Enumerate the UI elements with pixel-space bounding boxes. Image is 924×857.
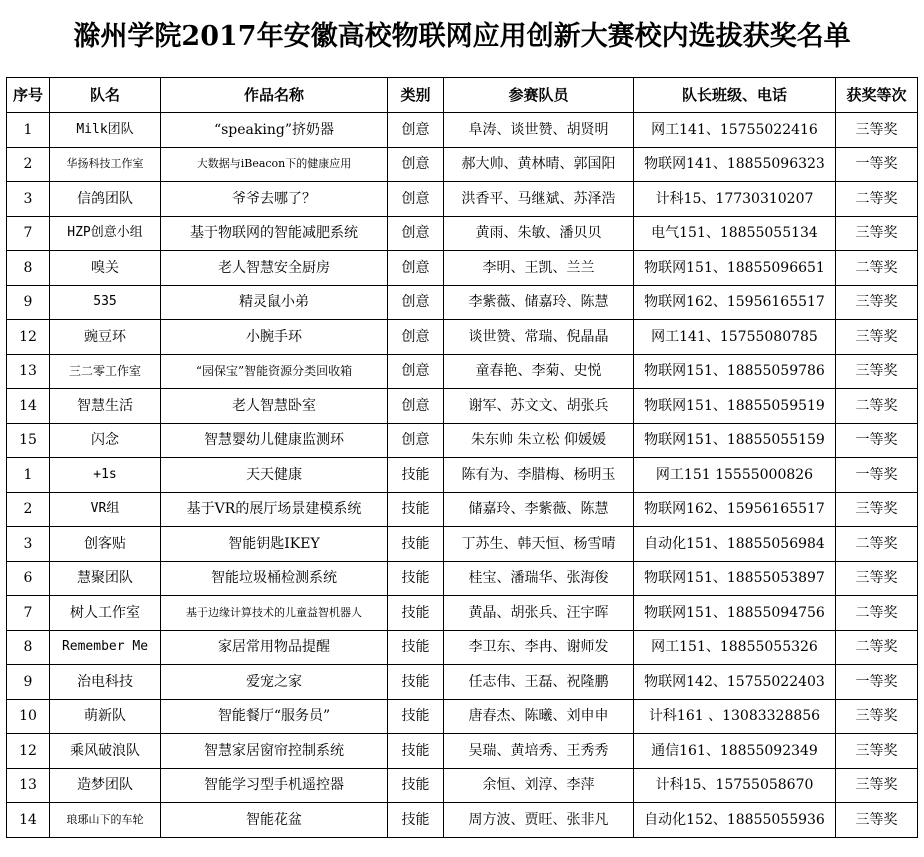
table-row	[7, 251, 918, 286]
table-body	[7, 113, 918, 838]
cell-work-name: 智能垃圾桶检测系统	[161, 561, 388, 596]
cell-category: 创意	[388, 354, 444, 389]
cell-index: 3	[7, 527, 50, 562]
table-row	[7, 768, 918, 803]
cell-leader-contact: 网工151 15555000826	[634, 458, 836, 493]
cell-leader-contact: 自动化151、18855056984	[634, 527, 836, 562]
cell-award-level: 三等奖	[836, 354, 918, 389]
cell-members: 余恒、刘淳、李萍	[444, 768, 634, 803]
cell-leader-contact: 电气151、18855055134	[634, 216, 836, 251]
cell-work-name: 基于边缘计算技术的儿童益智机器人	[161, 596, 388, 631]
cell-members: 吴瑞、黄培秀、王秀秀	[444, 734, 634, 769]
table-row	[7, 113, 918, 148]
cell-team-name: 慧聚团队	[50, 561, 161, 596]
cell-category: 技能	[388, 492, 444, 527]
table-row	[7, 492, 918, 527]
cell-members: 童春艳、李菊、史悦	[444, 354, 634, 389]
cell-index: 3	[7, 182, 50, 217]
cell-award-level: 二等奖	[836, 182, 918, 217]
cell-category: 技能	[388, 699, 444, 734]
table-row	[7, 320, 918, 355]
cell-leader-contact: 计科15、15755058670	[634, 768, 836, 803]
cell-members: 阜涛、谈世赞、胡贤明	[444, 113, 634, 148]
cell-award-level: 二等奖	[836, 251, 918, 286]
header-index: 序号	[7, 78, 50, 113]
cell-award-level: 一等奖	[836, 147, 918, 182]
cell-index: 7	[7, 216, 50, 251]
cell-team-name: 信鸽团队	[50, 182, 161, 217]
cell-team-name: 智慧生活	[50, 389, 161, 424]
header-category: 类别	[388, 78, 444, 113]
cell-category: 技能	[388, 561, 444, 596]
table-row	[7, 458, 918, 493]
cell-members: 朱东帅 朱立松 仰媛媛	[444, 423, 634, 458]
cell-members: 陈有为、李腊梅、杨明玉	[444, 458, 634, 493]
cell-members: 桂宝、潘瑞华、张海俊	[444, 561, 634, 596]
cell-work-name: 基于VR的展厅场景建模系统	[161, 492, 388, 527]
cell-category: 创意	[388, 182, 444, 217]
table-row	[7, 561, 918, 596]
cell-leader-contact: 计科161 、13083328856	[634, 699, 836, 734]
cell-leader-contact: 物联网142、15755022403	[634, 665, 836, 700]
cell-leader-contact: 自动化152、18855055936	[634, 803, 836, 838]
cell-award-level: 三等奖	[836, 113, 918, 148]
table-row	[7, 147, 918, 182]
cell-team-name: 治电科技	[50, 665, 161, 700]
cell-leader-contact: 网工151、18855055326	[634, 630, 836, 665]
cell-members: 洪香平、马继斌、苏泽浩	[444, 182, 634, 217]
cell-award-level: 三等奖	[836, 768, 918, 803]
cell-members: 唐春杰、陈曦、刘申申	[444, 699, 634, 734]
cell-category: 创意	[388, 216, 444, 251]
cell-work-name: 智慧家居窗帘控制系统	[161, 734, 388, 769]
award-table	[6, 77, 918, 838]
cell-leader-contact: 计科15、17730310207	[634, 182, 836, 217]
cell-index: 9	[7, 285, 50, 320]
cell-index: 13	[7, 354, 50, 389]
cell-category: 技能	[388, 734, 444, 769]
cell-category: 技能	[388, 630, 444, 665]
cell-leader-contact: 物联网151、18855096651	[634, 251, 836, 286]
cell-members: 郝大帅、黄林晴、郭国阳	[444, 147, 634, 182]
cell-award-level: 三等奖	[836, 216, 918, 251]
table-row	[7, 389, 918, 424]
table-row	[7, 803, 918, 838]
cell-category: 技能	[388, 665, 444, 700]
cell-team-name: 创客贴	[50, 527, 161, 562]
cell-leader-contact: 物联网151、18855059519	[634, 389, 836, 424]
cell-index: 2	[7, 492, 50, 527]
cell-award-level: 一等奖	[836, 458, 918, 493]
header-award-level: 获奖等次	[836, 78, 918, 113]
cell-work-name: 家居常用物品提醒	[161, 630, 388, 665]
cell-index: 13	[7, 768, 50, 803]
table-row	[7, 734, 918, 769]
cell-index: 14	[7, 389, 50, 424]
cell-award-level: 三等奖	[836, 320, 918, 355]
table-row	[7, 354, 918, 389]
cell-index: 12	[7, 734, 50, 769]
cell-work-name: 大数据与iBeacon下的健康应用	[161, 147, 388, 182]
cell-work-name: “园保宝”智能资源分类回收箱	[161, 354, 388, 389]
cell-leader-contact: 网工141、15755080785	[634, 320, 836, 355]
cell-members: 李卫东、李冉、谢师发	[444, 630, 634, 665]
table-row	[7, 665, 918, 700]
table-row	[7, 699, 918, 734]
table-row	[7, 216, 918, 251]
cell-leader-contact: 物联网162、15956165517	[634, 492, 836, 527]
cell-leader-contact: 物联网151、18855094756	[634, 596, 836, 631]
cell-index: 1	[7, 113, 50, 148]
cell-work-name: 智能餐厅“服务员”	[161, 699, 388, 734]
header-team-name: 队名	[50, 78, 161, 113]
cell-category: 创意	[388, 147, 444, 182]
header-leader-contact: 队长班级、电话	[634, 78, 836, 113]
cell-index: 7	[7, 596, 50, 631]
cell-team-name: 造梦团队	[50, 768, 161, 803]
cell-work-name: 老人智慧卧室	[161, 389, 388, 424]
cell-category: 技能	[388, 596, 444, 631]
cell-leader-contact: 通信161、18855092349	[634, 734, 836, 769]
cell-award-level: 三等奖	[836, 285, 918, 320]
cell-team-name: 535	[50, 285, 161, 320]
cell-work-name: 智能学习型手机遥控器	[161, 768, 388, 803]
cell-category: 技能	[388, 527, 444, 562]
cell-award-level: 三等奖	[836, 492, 918, 527]
cell-category: 创意	[388, 113, 444, 148]
cell-team-name: Remember Me	[50, 630, 161, 665]
cell-leader-contact: 物联网151、18855059786	[634, 354, 836, 389]
cell-award-level: 三等奖	[836, 699, 918, 734]
cell-leader-contact: 物联网151、18855055159	[634, 423, 836, 458]
cell-index: 14	[7, 803, 50, 838]
cell-work-name: 爱宠之家	[161, 665, 388, 700]
table-header-row	[7, 78, 918, 113]
cell-index: 15	[7, 423, 50, 458]
cell-team-name: 华扬科技工作室	[50, 147, 161, 182]
cell-team-name: 乘风破浪队	[50, 734, 161, 769]
cell-team-name: 琅琊山下的车轮	[50, 803, 161, 838]
cell-members: 任志伟、王磊、祝隆鹏	[444, 665, 634, 700]
cell-category: 技能	[388, 458, 444, 493]
cell-members: 李明、王凯、兰兰	[444, 251, 634, 286]
cell-members: 谈世赞、常瑞、倪晶晶	[444, 320, 634, 355]
cell-award-level: 三等奖	[836, 803, 918, 838]
table-row	[7, 630, 918, 665]
table-row	[7, 182, 918, 217]
cell-award-level: 二等奖	[836, 389, 918, 424]
cell-index: 6	[7, 561, 50, 596]
cell-team-name: 萌新队	[50, 699, 161, 734]
table-row	[7, 423, 918, 458]
cell-leader-contact: 网工141、15755022416	[634, 113, 836, 148]
cell-members: 黄晶、胡张兵、汪宇晖	[444, 596, 634, 631]
cell-award-level: 三等奖	[836, 734, 918, 769]
cell-work-name: 天天健康	[161, 458, 388, 493]
cell-award-level: 二等奖	[836, 596, 918, 631]
cell-category: 技能	[388, 803, 444, 838]
cell-index: 8	[7, 630, 50, 665]
cell-team-name: VR组	[50, 492, 161, 527]
cell-award-level: 二等奖	[836, 527, 918, 562]
cell-work-name: 智能钥匙IKEY	[161, 527, 388, 562]
header-work-name: 作品名称	[161, 78, 388, 113]
cell-award-level: 三等奖	[836, 561, 918, 596]
cell-team-name: 嗅关	[50, 251, 161, 286]
cell-team-name: 闪念	[50, 423, 161, 458]
cell-index: 1	[7, 458, 50, 493]
cell-work-name: 小腕手环	[161, 320, 388, 355]
cell-category: 创意	[388, 285, 444, 320]
cell-leader-contact: 物联网141、18855096323	[634, 147, 836, 182]
cell-team-name: 豌豆环	[50, 320, 161, 355]
cell-index: 12	[7, 320, 50, 355]
cell-category: 创意	[388, 320, 444, 355]
cell-work-name: 爷爷去哪了？	[161, 182, 388, 217]
table-row	[7, 596, 918, 631]
cell-members: 李紫薇、储嘉玲、陈慧	[444, 285, 634, 320]
cell-work-name: “speaking”挤奶器	[161, 113, 388, 148]
cell-team-name: 三二零工作室	[50, 354, 161, 389]
cell-team-name: 树人工作室	[50, 596, 161, 631]
cell-award-level: 一等奖	[836, 665, 918, 700]
cell-team-name: HZP创意小组	[50, 216, 161, 251]
cell-index: 9	[7, 665, 50, 700]
cell-work-name: 精灵鼠小弟	[161, 285, 388, 320]
cell-work-name: 智慧婴幼儿健康监测环	[161, 423, 388, 458]
cell-team-name: Milk团队	[50, 113, 161, 148]
cell-work-name: 老人智慧安全厨房	[161, 251, 388, 286]
cell-award-level: 一等奖	[836, 423, 918, 458]
cell-members: 黄雨、朱敏、潘贝贝	[444, 216, 634, 251]
cell-index: 2	[7, 147, 50, 182]
cell-leader-contact: 物联网162、15956165517	[634, 285, 836, 320]
cell-team-name: +1s	[50, 458, 161, 493]
cell-category: 创意	[388, 251, 444, 286]
cell-index: 8	[7, 251, 50, 286]
cell-members: 周方波、贾旺、张非凡	[444, 803, 634, 838]
table-row	[7, 527, 918, 562]
cell-leader-contact: 物联网151、18855053897	[634, 561, 836, 596]
cell-category: 创意	[388, 389, 444, 424]
header-members: 参赛队员	[444, 78, 634, 113]
page-title: 滁州学院2017年安徽高校物联网应用创新大赛校内选拔获奖名单	[73, 21, 851, 52]
cell-award-level: 二等奖	[836, 630, 918, 665]
cell-index: 10	[7, 699, 50, 734]
cell-category: 技能	[388, 768, 444, 803]
cell-category: 创意	[388, 423, 444, 458]
table-row	[7, 285, 918, 320]
cell-members: 丁苏生、韩天恒、杨雪晴	[444, 527, 634, 562]
cell-work-name: 基于物联网的智能减肥系统	[161, 216, 388, 251]
cell-members: 储嘉玲、李紫薇、陈慧	[444, 492, 634, 527]
cell-members: 谢军、苏文文、胡张兵	[444, 389, 634, 424]
cell-work-name: 智能花盆	[161, 803, 388, 838]
